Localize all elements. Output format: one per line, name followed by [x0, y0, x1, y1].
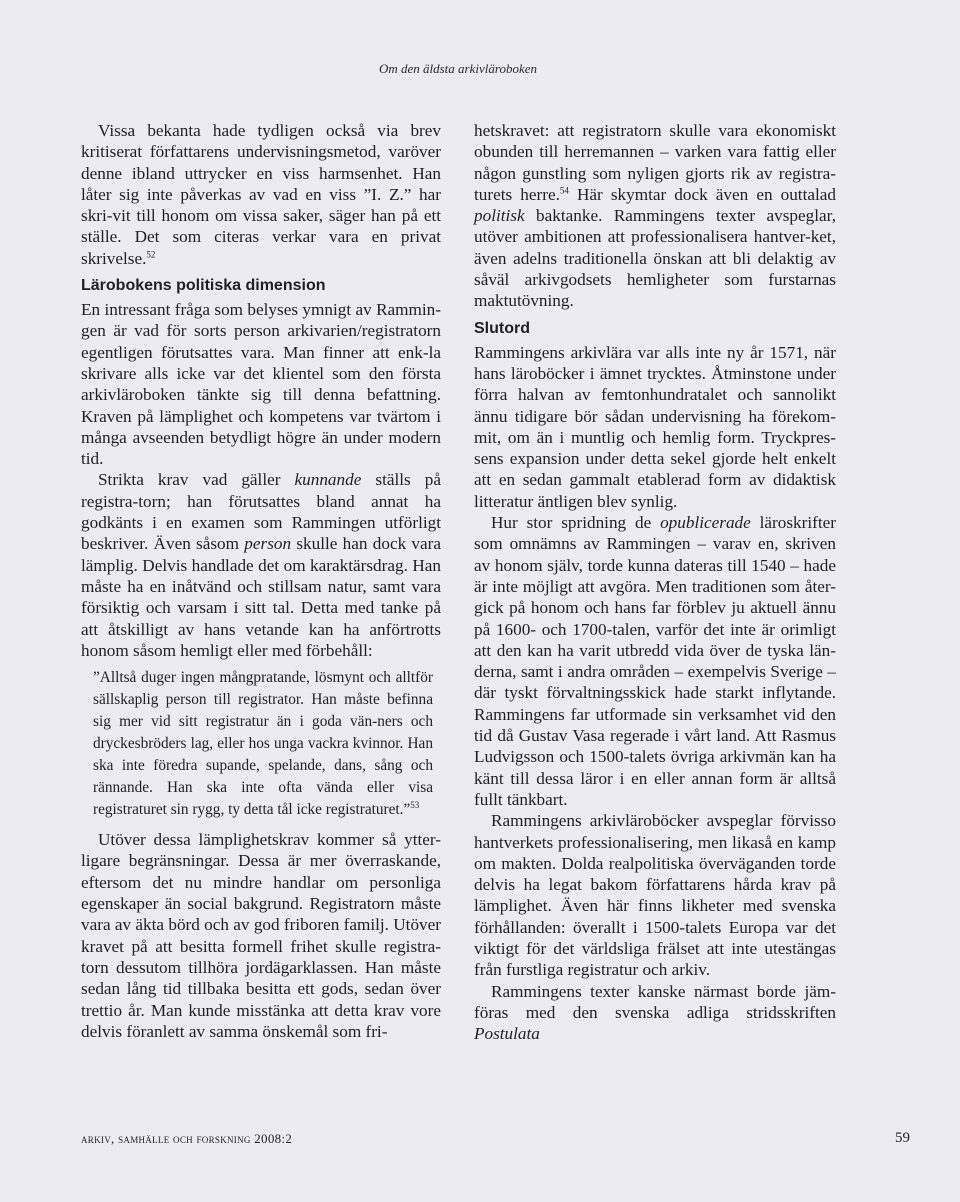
paragraph-text: Här skymtar dock även en outtalad — [568, 184, 836, 204]
footnote-ref: 54 — [559, 185, 569, 196]
paragraph-text: Hur stor spridning de — [491, 513, 661, 533]
right-column — [474, 120, 836, 1044]
paragraph-text: Vissa bekanta hade tydligen också via brev kritiserat författarens undervisningsmetod, varöver denne ibland uttrycker en viss harmsenhet. Han låter sig inte påverkas av vad en viss ”I. Z.” har skri-vit till honom om vissa saker, säger han på ett ställe. Det som citeras verkar vara en privat skrivelse. — [81, 121, 441, 268]
emphasis-text: Postulata — [474, 1024, 540, 1044]
emphasis-text: person — [244, 534, 292, 554]
left-column — [81, 120, 441, 1042]
paragraph: Utöver dessa lämplighetskrav kommer så ytter-ligare begränsningar. Dessa är mer överraskande, eftersom det nu mindre handlar om personliga egenskaper än social bakgrund. Registratorn måste vara av äkta börd och av god friboren familj. Utöver kravet på att besitta formell frihet skulle registra-torn dessutom tillhöra jordägarklassen. Han måste sedan lång tid tillbaka besitta ett gods, sedan över trettio år. Man kunde misstänka att detta krav vore delvis föranlett av samma önskemål som fri- — [81, 830, 441, 1041]
paragraph-text: hetskravet: att registratorn skulle vara ekonomiskt obunden till herremannen – varken vara fattig eller någon gunstling som nyligen gjorts rik av registra-turets herre. — [474, 121, 836, 204]
paragraph-text: läroskrifter som omnämns av Rammingen – varav en, skriven av honom själv, torde kunna dateras till 1540 – hade är inte möjligt att avgöra. Men traditionen som åter-gick på honom och hans far förblev ju aktuell ännu på 1600- och 1700-talen, varför det inte är orimligt att den kan ha varit utbredd vida över de tyska län-derna, samt i andra områden – exempelvis Sverige – där tyskt förvaltningsskick hade starkt inflytande. Rammingens far utformade sin verksamhet vid den tid då Gustav Vasa regerade i vårt land. Att Rasmus Ludvigsson och 1500-talets övriga arkivmän kan ha känt till dessa läror i en eller annan form är alltså fullt tänkbart. — [474, 513, 836, 809]
block-quote — [93, 667, 433, 821]
emphasis-text: kunnande — [294, 470, 362, 490]
paragraph: Rammingens arkivläroböcker avspeglar förvisso hantverkets professionalisering, men likaså en kamp om makten. Dolda realpolitiska överväganden torde delvis ha legat bakom författarens hårda krav på lämplighet. Även här finns likheter med svenska förhållanden: överallt i 1500-talets Europa var det viktigt för det världsliga frälset att inte utestängas från furstliga registratur och arkiv. — [474, 811, 836, 980]
paragraph: Rammingens arkivlära var alls inte ny år 1571, när hans läroböcker i ämnet trycktes. Åtminstone under förra halvan av femtonhundratalet och sannolikt ännu tidigare bör sådan undervisning ha förekom-mit, om än i muntlig och hemlig form. Tryckpres-sens expansion under detta sekel gjorde helt enkelt att en sedan gammalt etablerad form av didaktisk litteratur äntligen blev synlig. — [474, 342, 836, 511]
paragraph-text: Rammingens texter kanske närmast borde jäm-föras med den svenska adliga stridsskriften — [474, 981, 836, 1022]
section-heading: Lärobokens politiska dimension — [81, 277, 326, 295]
section-heading: Slutord — [474, 319, 530, 337]
running-head: Om den äldsta arkivläroboken — [378, 61, 537, 76]
paragraph — [81, 120, 441, 269]
page-number: 59 — [895, 1130, 910, 1146]
paragraph: En intressant fråga som belyses ymnigt av Rammin-gen är vad för sorts person arkivarien/registratorn egentligen förutsattes vara. Man finner att enk-la skrivare alls icke var det klientel som den första arkivläroboken tänkte sig till denna befattning. Kraven på lämplighet och kompetens var tvärtom i många avseenden betydligt högre än under modern tid. — [81, 300, 441, 469]
paragraph — [474, 981, 836, 1045]
quote-text: ”Alltså duger ingen mångpratande, lösmynt och alltför sällskaplig person till registrator. Han måste befinna sig mer vid sitt registratur än i goda vän-ners och dryckesbröders lag, eller hos unga vackra kvinnor. Han ska inte föredra supande, spelande, dans, sång och rännande. Han ska inte ofta vända eller visa registraturet sin rygg, ty detta tål icke registraturet.” — [93, 669, 433, 819]
journal-footer: arkiv, samhälle och forskning 2008:2 — [81, 1131, 293, 1146]
footnote-ref: 52 — [146, 249, 156, 260]
paragraph-text: ställs på registra-torn; han förutsattes bland annat ha godkänts i en examen som Rammingen utförligt beskriver. Även såsom — [81, 470, 441, 554]
paragraph — [474, 512, 836, 810]
paragraph — [81, 469, 441, 661]
paragraph-text: Strikta krav vad gäller — [98, 470, 295, 490]
paragraph-text: baktanke. Rammingens texter avspeglar, utöver ambitionen att professionalisera hantver-ket, även adelns traditionella önskan att bli delaktig av såväl arkivgodsets hemligheter som furstarnas maktutövning. — [474, 206, 836, 311]
emphasis-text: politisk — [474, 206, 525, 226]
paragraph-text: skulle han dock vara lämplig. Delvis handlade det om karaktärsdrag. Han måste ha en inåtvänd och stillsam natur, samt vara försiktig och varsam i sitt tal. Detta med tanke på att åtskilligt av hans vetande kan ha anförtrotts honom såsom hemligt eller med förbehåll: — [81, 534, 442, 660]
emphasis-text: opublicerade — [660, 513, 751, 533]
paragraph — [474, 120, 836, 312]
footnote-ref: 53 — [410, 800, 420, 811]
